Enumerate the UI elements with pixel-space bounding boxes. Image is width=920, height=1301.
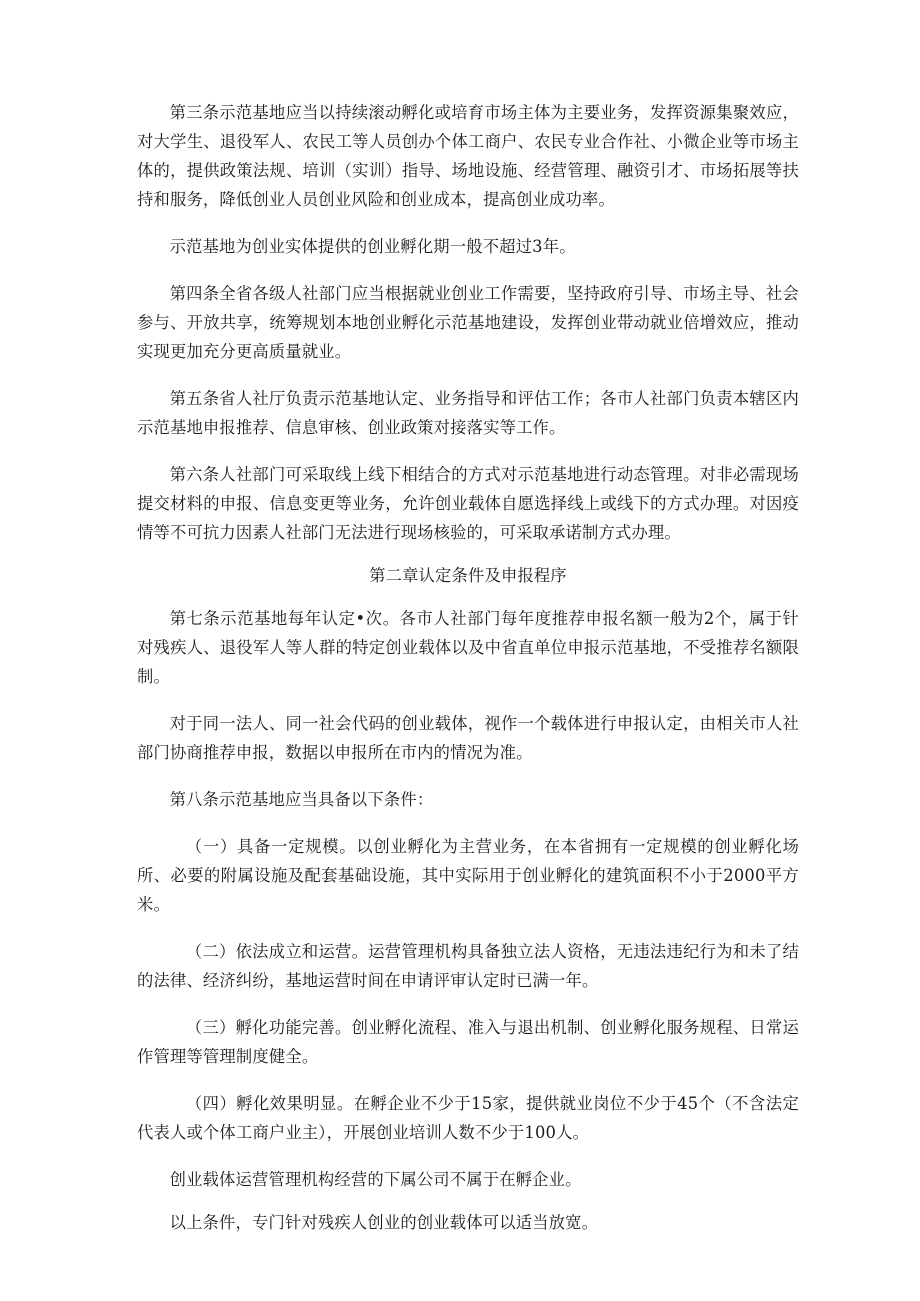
- article-3-paragraph: 第三条示范基地应当以持续滚动孵化或培育市场主体为主要业务，发挥资源集聚效应，对大学生、退役军人、农民工等人员创办个体工商户、农民专业合作社、小微企业等市场主体的，提供政策法规、培训（实训）指导、场地设施、经营管理、融资引才、市场拓展等扶持和服务，降低创业人员创业风险和创业成本，提高创业成功率。: [137, 103, 799, 209]
- condition-item-3: （三）孵化功能完善。创业孵化流程、准入与退出机制、创业孵化服务规程、日常运作管理等管理制度健全。: [137, 1018, 799, 1066]
- subsidiary-note-paragraph: 创业载体运营管理机构经营的下属公司不属于在孵企业。: [169, 1170, 582, 1189]
- condition-item-2: （二）依法成立和运营。运营管理机构具备独立法人资格，无违法违纪行为和未了结的法律、经济纠纷，基地运营时间在申请评审认定时已满一年。: [137, 942, 799, 990]
- article-7-note-paragraph: 对于同一法人、同一社会代码的创业载体，视作一个载体进行申报认定，由相关市人社部门协商推荐申报，数据以申报所在市内的情况为准。: [137, 714, 799, 762]
- article-8-paragraph: 第八条示范基地应当具备以下条件：: [169, 790, 434, 809]
- incubation-period-paragraph: 示范基地为创业实体提供的创业孵化期一般不超过3年。: [169, 237, 576, 256]
- disability-note-paragraph: 以上条件，专门针对残疾人创业的创业载体可以适当放宽。: [169, 1213, 599, 1232]
- condition-item-1: （一）具备一定规模。以创业孵化为主营业务，在本省拥有一定规模的创业孵化场所、必要的附属设施及配套基础设施，其中实际用于创业孵化的建筑面积不小于2000平方米。: [137, 837, 799, 914]
- document-page: [137, 98, 799, 1237]
- chapter-2-title: 第二章认定条件及申报程序: [369, 566, 567, 585]
- article-6-paragraph: 第六条人社部门可采取线上线下相结合的方式对示范基地进行动态管理。对非必需现场提交材料的申报、信息变更等业务，允许创业载体自愿选择线上或线下的方式办理。对因疫情等不可抗力因素人社部门无法进行现场核验的，可采取承诺制方式办理。: [137, 465, 799, 542]
- condition-item-4: （四）孵化效果明显。在孵企业不少于15家，提供就业岗位不少于45个（不含法定代表人或个体工商户业主），开展创业培训人数不少于100人。: [137, 1094, 799, 1142]
- article-4-paragraph: 第四条全省各级人社部门应当根据就业创业工作需要，坚持政府引导、市场主导、社会参与、开放共享，统筹规划本地创业孵化示范基地建设，发挥创业带动就业倍增效应，推动实现更加充分更高质量就业。: [137, 284, 799, 361]
- article-7-paragraph: 第七条示范基地每年认定•次。各市人社部门每年度推荐申报名额一般为2个，属于针对残疾人、退役军人等人群的特定创业载体以及中省直单位申报示范基地，不受推荐名额限制。: [137, 609, 799, 686]
- article-5-paragraph: 第五条省人社厅负责示范基地认定、业务指导和评估工作；各市人社部门负责本辖区内示范基地申报推荐、信息审核、创业政策对接落实等工作。: [137, 389, 799, 437]
